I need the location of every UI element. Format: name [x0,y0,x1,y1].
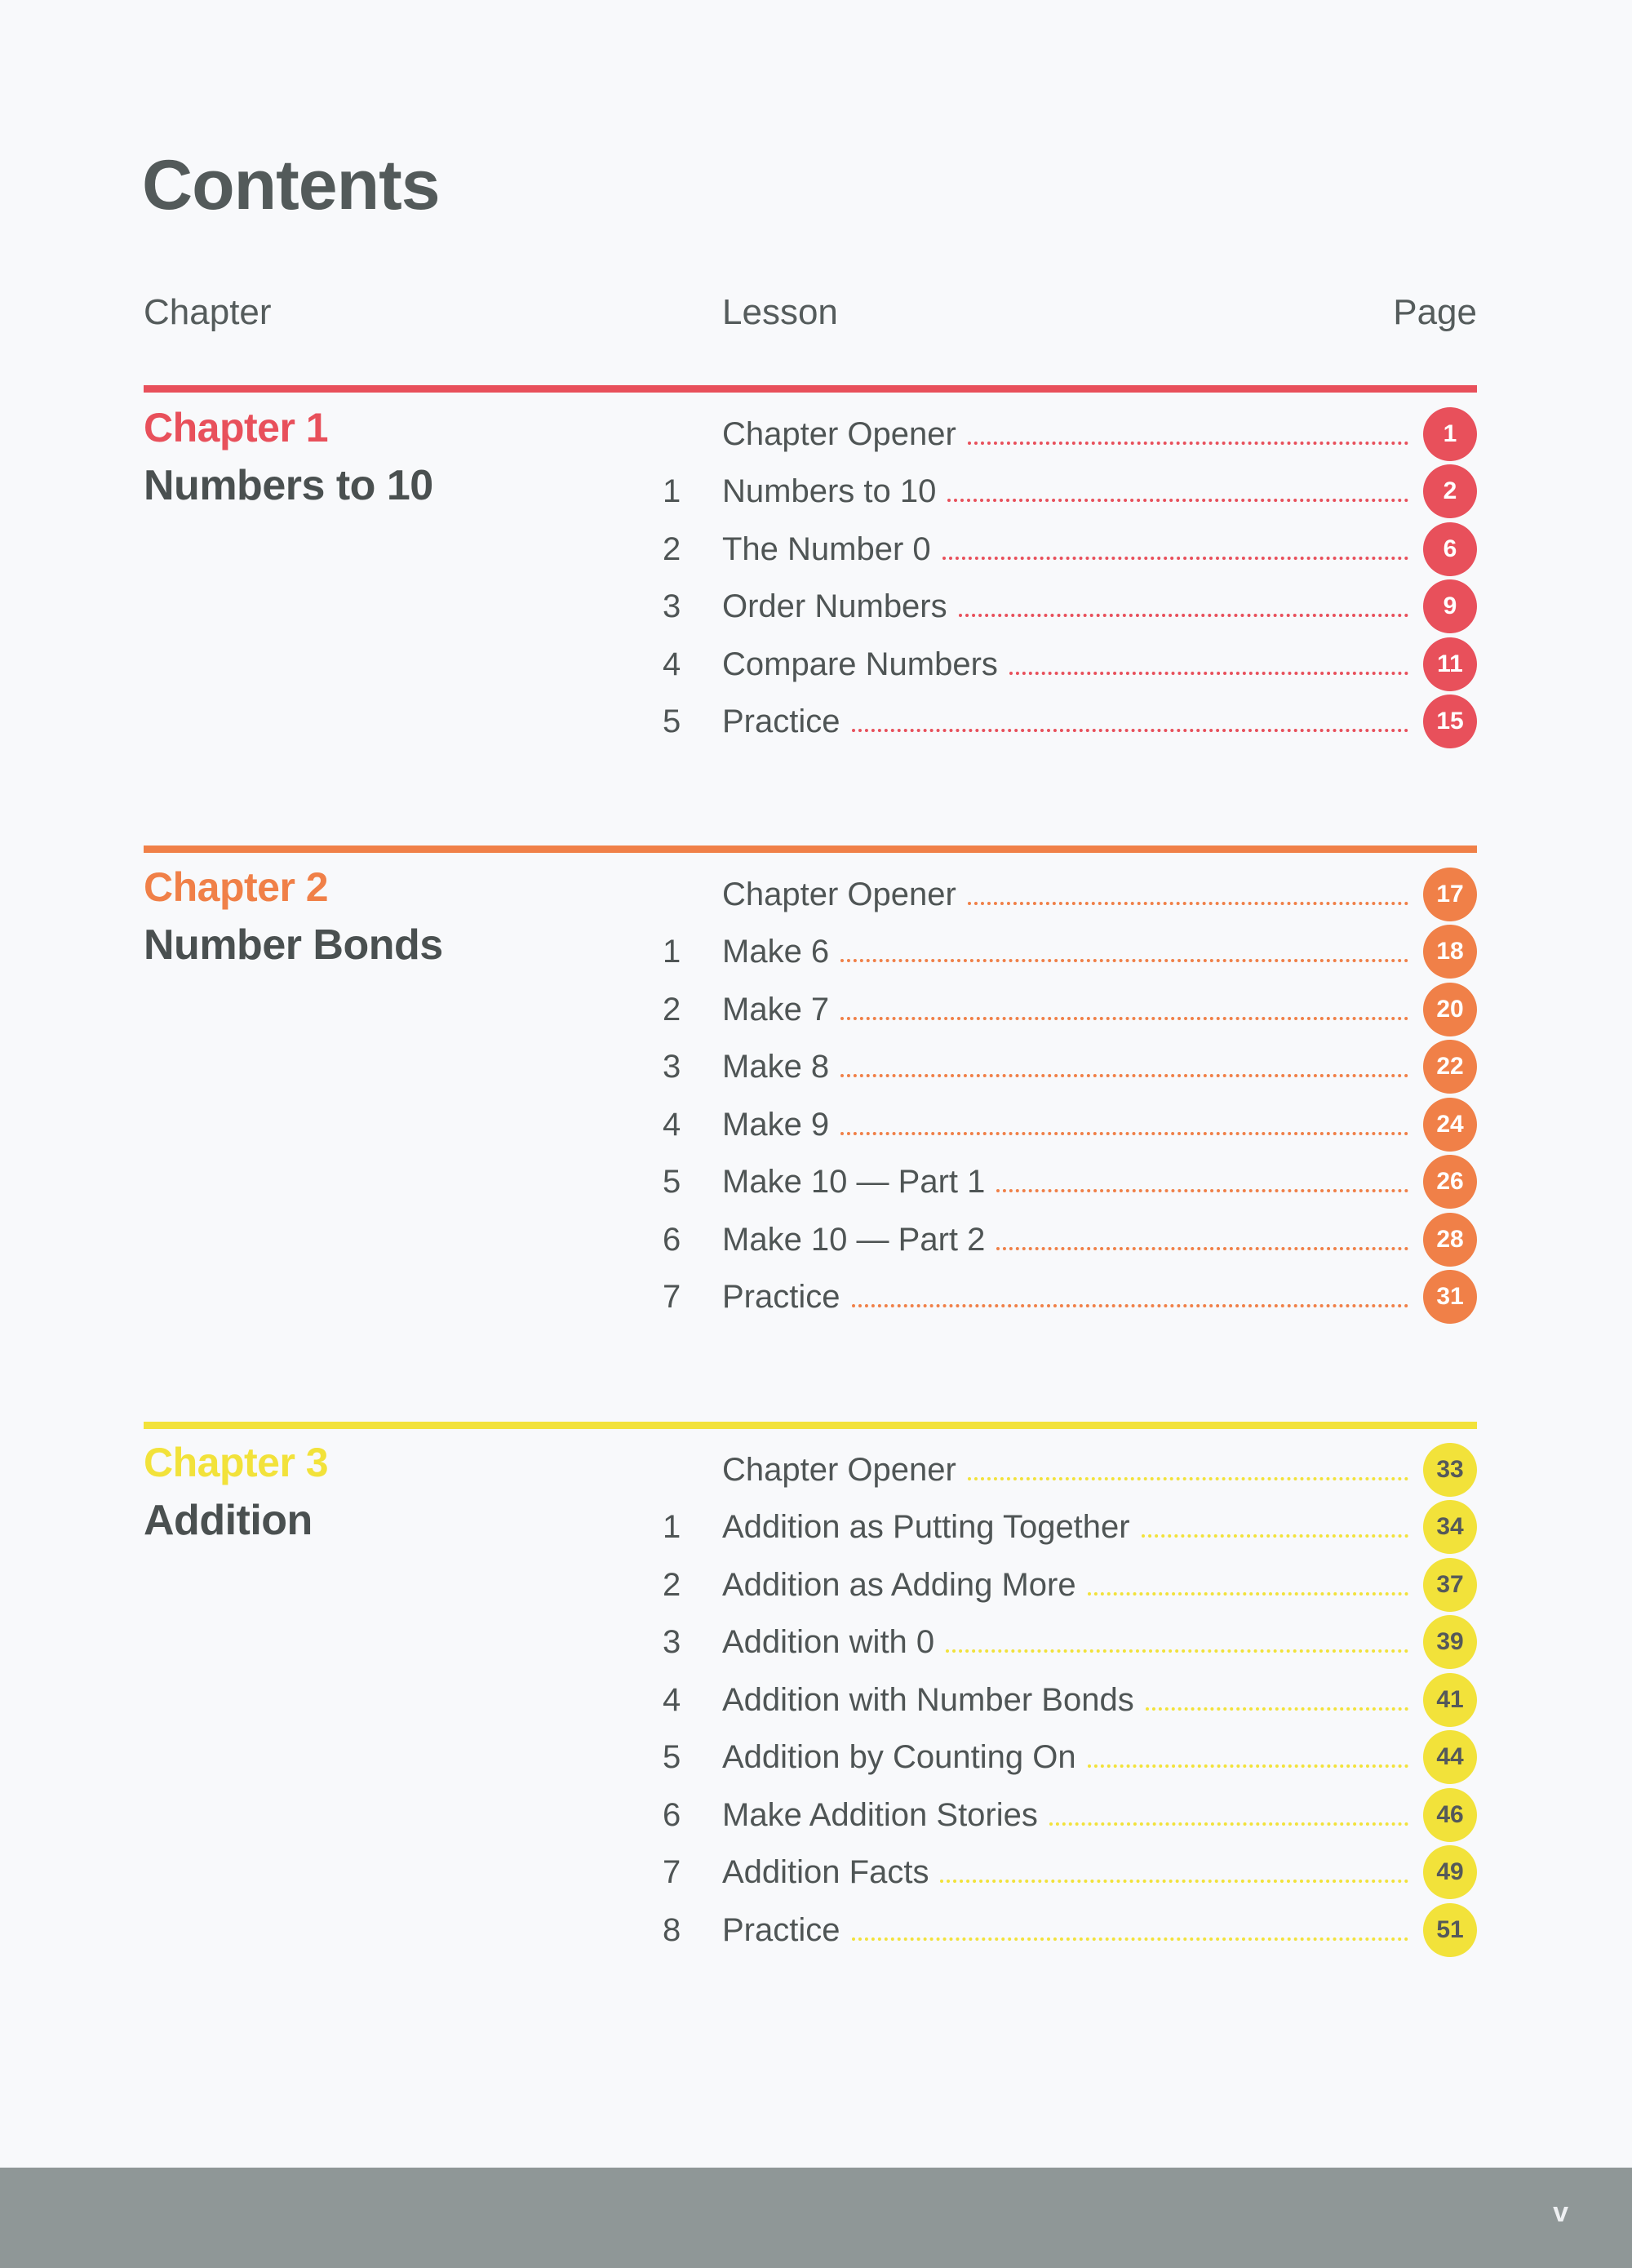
toc-entry[interactable] [653,1042,1477,1091]
page-badge: 34 [1423,1500,1477,1554]
dot-leader [942,557,1408,560]
toc-entry[interactable] [653,1733,1477,1782]
lesson-number: 2 [663,530,681,567]
page-badge: 44 [1423,1730,1477,1784]
dot-leader [996,1189,1408,1192]
toc-entry[interactable] [653,582,1477,631]
toc-entry[interactable] [653,640,1477,689]
dot-leader [1049,1822,1408,1826]
lesson-title: Order Numbers [722,588,947,624]
dot-leader [947,499,1408,502]
lesson-title: Make Addition Stories [722,1796,1038,1833]
column-header-page: Page [1393,292,1477,332]
toc-entry[interactable] [653,985,1477,1034]
lesson-title: Make 7 [722,991,830,1027]
page-badge: 51 [1423,1903,1477,1957]
lesson-number: 1 [663,933,681,970]
lesson-title: Practice [722,1278,840,1315]
lesson-number: 5 [663,1738,681,1775]
page-badge: 26 [1423,1155,1477,1209]
lesson-number: 7 [663,1853,681,1890]
lesson-number: 5 [663,703,681,739]
chapter-1-title: Numbers to 10 [144,462,433,509]
toc-entry[interactable] [653,870,1477,919]
page-badge: 11 [1423,637,1477,691]
chapter-1-divider [144,385,1477,393]
page-badge: 2 [1423,464,1477,518]
page-badge: 31 [1423,1270,1477,1324]
toc-entry[interactable] [653,1157,1477,1206]
lesson-title: Addition with Number Bonds [722,1681,1134,1718]
page-badge: 46 [1423,1788,1477,1842]
page-badge: 41 [1423,1673,1477,1727]
page-badge: 20 [1423,983,1477,1036]
lesson-title: Addition with 0 [722,1623,935,1660]
toc-entry[interactable] [653,1675,1477,1724]
lesson-number: 2 [663,991,681,1027]
page-number: v [1553,2197,1568,2228]
lesson-number: 4 [663,1681,681,1718]
lesson-title: Chapter Opener [722,415,956,452]
page-badge: 37 [1423,1558,1477,1612]
lesson-number: 4 [663,1106,681,1143]
lesson-number: 7 [663,1278,681,1315]
page-badge: 49 [1423,1845,1477,1899]
lesson-title: Make 6 [722,933,830,970]
page-badge: 1 [1423,407,1477,461]
chapter-1-label: Chapter 1 [144,405,329,450]
dot-leader [968,902,1408,905]
toc-entry[interactable] [653,1906,1477,1955]
lesson-number: 6 [663,1221,681,1258]
lesson-number: 3 [663,588,681,624]
toc-entry[interactable] [653,1848,1477,1897]
page-badge: 28 [1423,1213,1477,1267]
page-badge: 24 [1423,1098,1477,1152]
dot-leader [946,1649,1408,1653]
page-badge: 22 [1423,1040,1477,1094]
dot-leader [996,1247,1408,1250]
page-badge: 33 [1423,1443,1477,1497]
dot-leader [1146,1707,1408,1711]
toc-entry[interactable] [653,1445,1477,1494]
chapter-2-divider [144,846,1477,853]
column-header-chapter: Chapter [144,292,272,332]
toc-entry[interactable] [653,467,1477,516]
lesson-title: Numbers to 10 [722,473,937,509]
dot-leader [840,1132,1408,1135]
dot-leader [840,1017,1408,1020]
toc-entry[interactable] [653,410,1477,459]
lesson-title: Chapter Opener [722,1451,956,1488]
page-badge: 39 [1423,1615,1477,1669]
toc-entry[interactable] [653,1100,1477,1149]
lesson-title: Chapter Opener [722,876,956,912]
dot-leader [968,1477,1408,1480]
toc-entry[interactable] [653,1272,1477,1321]
lesson-title: The Number 0 [722,530,931,567]
chapter-3-label: Chapter 3 [144,1440,329,1485]
dot-leader [840,959,1408,962]
toc-entry[interactable] [653,1502,1477,1551]
dot-leader [1009,672,1408,675]
page-badge: 9 [1423,579,1477,633]
page-badge: 17 [1423,868,1477,921]
toc-entry[interactable] [653,697,1477,746]
page-badge: 6 [1423,522,1477,576]
lesson-title: Make 9 [722,1106,830,1143]
chapter-3-title: Addition [144,1497,313,1544]
lesson-title: Addition as Adding More [722,1566,1076,1603]
dot-leader [840,1074,1408,1077]
lesson-number: 8 [663,1911,681,1948]
page-title: Contents [142,146,440,224]
column-header-lesson: Lesson [722,292,838,332]
toc-entry[interactable] [653,1791,1477,1840]
dot-leader [852,1304,1409,1307]
dot-leader [1088,1764,1408,1768]
dot-leader [852,729,1409,732]
page-badge: 15 [1423,695,1477,748]
page-badge: 18 [1423,925,1477,979]
lesson-number: 1 [663,473,681,509]
lesson-title: Addition by Counting On [722,1738,1076,1775]
dot-leader [940,1880,1408,1883]
chapter-2-title: Number Bonds [144,921,443,969]
dot-leader [1142,1534,1408,1538]
chapter-3-divider [144,1422,1477,1429]
footer-bar [0,2168,1632,2268]
lesson-title: Practice [722,1911,840,1948]
lesson-title: Practice [722,703,840,739]
lesson-title: Make 10 — Part 2 [722,1221,986,1258]
lesson-title: Make 8 [722,1048,830,1085]
toc-entry[interactable] [653,525,1477,574]
dot-leader [959,614,1408,617]
lesson-title: Make 10 — Part 1 [722,1163,986,1200]
lesson-number: 5 [663,1163,681,1200]
toc-entry[interactable] [653,1560,1477,1609]
dot-leader [968,442,1408,445]
lesson-number: 2 [663,1566,681,1603]
lesson-title: Compare Numbers [722,646,998,682]
dot-leader [1088,1592,1408,1596]
dot-leader [852,1937,1409,1941]
toc-entry[interactable] [653,927,1477,976]
lesson-number: 1 [663,1508,681,1545]
lesson-number: 6 [663,1796,681,1833]
lesson-number: 4 [663,646,681,682]
toc-entry[interactable] [653,1618,1477,1667]
toc-entry[interactable] [653,1215,1477,1264]
lesson-number: 3 [663,1623,681,1660]
lesson-title: Addition as Putting Together [722,1508,1130,1545]
chapter-2-label: Chapter 2 [144,864,329,910]
lesson-number: 3 [663,1048,681,1085]
lesson-title: Addition Facts [722,1853,929,1890]
